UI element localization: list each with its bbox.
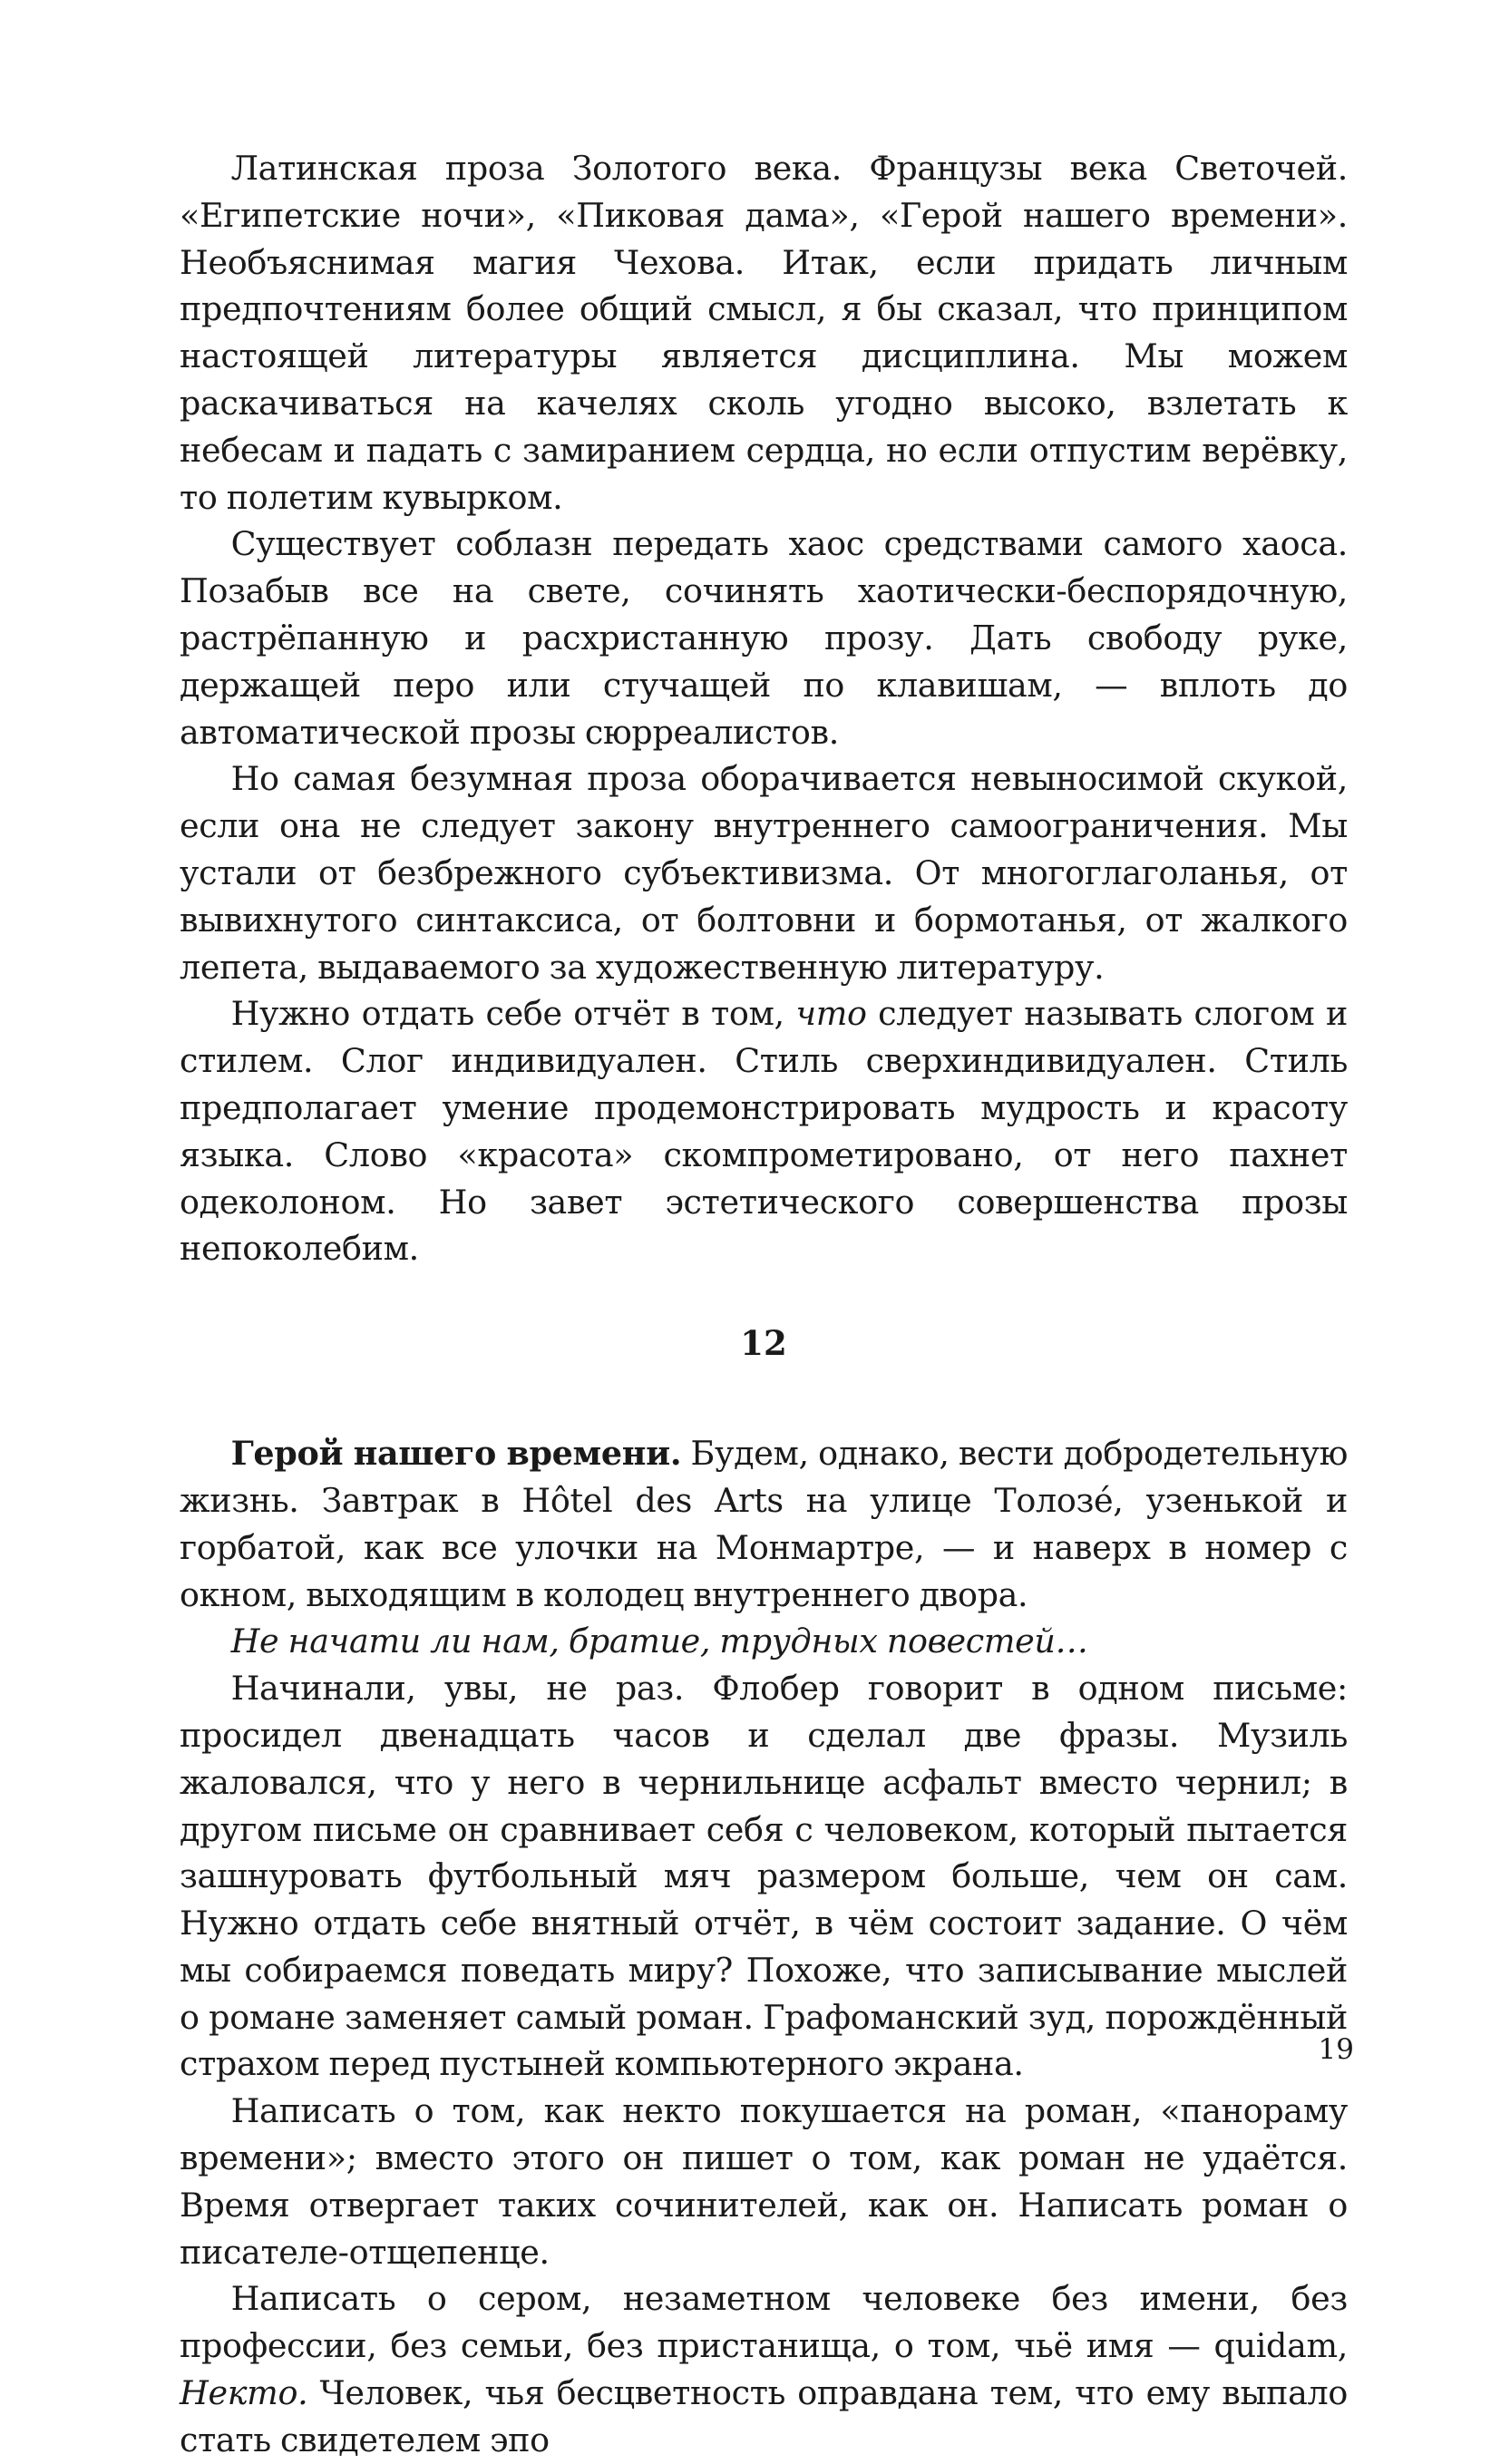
text-block-before-section <box>180 145 1348 1272</box>
text-run: Человек, чья бесцветность оправдана тем, что ему выпало стать свидетелем эпо <box>180 2373 1348 2459</box>
text-run: Нужно отдать себе отчёт в том, <box>230 994 796 1034</box>
text-run: Существует соблазн передать хаос средствами самого хаоса. Позабыв все на свете, сочинять хаотически-беспорядочную, растрёпанную и расхристанную прозу. Дать свободу руке, держащей перо или стучащей по клавишам, — вплоть до автоматической прозы сюрреалистов. <box>180 524 1348 752</box>
paragraph <box>180 1618 1348 1665</box>
paragraph <box>180 755 1348 990</box>
paragraph <box>180 990 1348 1272</box>
text-run: следует называть слогом и стилем. Слог индивидуален. Стиль сверхиндивидуален. Стиль предполагает умение продемонстрировать мудрость и красоту языка. Слово «красота» скомпрометировано, от него пахнет одеколоном. Но завет эстетического совершенства прозы непоколебим. <box>180 994 1349 1269</box>
text-run: Латинская проза Золотого века. Французы века Светочей. «Египетские ночи», «Пиковая дама», «Герой нашего времени». Необъяснимая магия Чехова. Итак, если придать личным предпочтениям более общий смысл, я бы сказал, что принципом настоящей литературы является дисциплина. Мы можем раскачиваться на качелях сколь угодно высоко, взлетать к небесам и падать с замиранием сердца, но если отпустим верёвку, то полетим кувырком. <box>180 149 1348 517</box>
page-body <box>180 145 1348 2464</box>
text-block-after-section <box>180 1430 1348 2464</box>
page-number: 19 <box>1318 2033 1354 2066</box>
text-run: Но самая безумная проза оборачивается невыносимой скукой, если она не следует закону внутреннего самоограничения. Мы устали от безбрежного субъективизма. От многоглаголанья, от вывихнутого синтаксиса, от болтовни и бормотанья, от жалкого лепета, выдаваемого за художественную литературу. <box>180 759 1348 987</box>
text-run: Будем, однако, вести добродетельную жизнь. Завтрак в Hôtel des Arts на улице Толозé, узенькой и горбатой, как все улочки на Монмартре, — и наверх в номер с окном, выходящим в колодец внутреннего двора. <box>180 1434 1348 1614</box>
text-run: Написать о сером, незаметном человеке без имени, без профессии, без семьи, без пристанища, о том, чьё имя — quidam, <box>180 2279 1348 2366</box>
text-run: Написать о том, как некто покушается на роман, «панораму времени»; вместо этого он пишет о том, как роман не удаётся. Время отвергает таких сочинителей, как он. Написать роман о писателе-отщепенце. <box>180 2091 1348 2272</box>
italic-text: Не начати ли нам, братие, трудных повестей… <box>230 1622 1088 1661</box>
section-heading: 12 <box>740 1323 787 1364</box>
text-run: Начинали, увы, не раз. Флобер говорит в одном письме: просидел двенадцать часов и сделал две фразы. Музиль жаловался, что у него в чернильнице асфальт вместо чернил; в другом письме он сравнивает себя с человеком, который пытается зашнуровать футбольный мяч размером больше, чем он сам. Нужно отдать себе внятный отчёт, в чём состоит задание. О чём мы собираемся поведать миру? Похоже, что записывание мыслей о романе заменяет самый роман. Графоманский зуд, порождённый страхом перед пустыней компьютерного экрана. <box>180 1669 1348 2084</box>
paragraph <box>180 2088 1348 2275</box>
paragraph <box>180 2275 1348 2463</box>
paragraph <box>180 521 1348 755</box>
italic-text: Некто. <box>180 2373 308 2413</box>
paragraph <box>180 1430 1348 1618</box>
paragraph <box>180 1665 1348 2088</box>
italic-text: что <box>795 994 867 1034</box>
run-in-heading: Герой нашего времени. <box>230 1434 682 1474</box>
paragraph <box>180 145 1348 521</box>
